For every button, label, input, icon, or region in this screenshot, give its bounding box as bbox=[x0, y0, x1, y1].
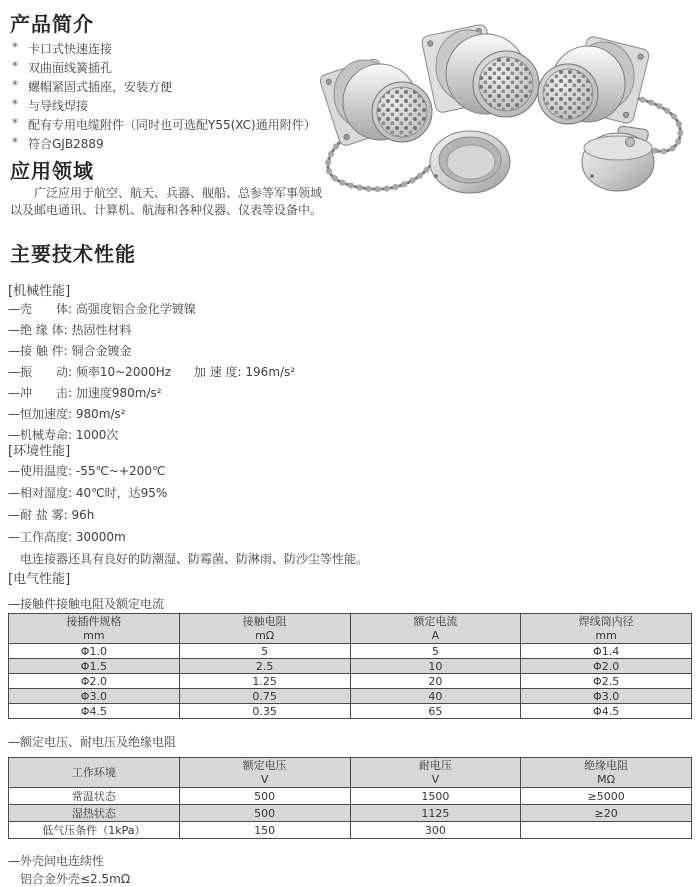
spec-item: —使用温度: -55℃~+200℃ bbox=[8, 464, 166, 478]
column-header bbox=[179, 758, 350, 788]
connector-product-photo bbox=[318, 12, 690, 210]
asterisk-bullet-icon: * bbox=[12, 40, 18, 54]
page-title-tech: 主要技术性能 bbox=[10, 242, 136, 266]
asterisk-bullet-icon: * bbox=[12, 135, 18, 149]
list-item bbox=[12, 116, 332, 135]
table-cell: Φ4.5 bbox=[9, 704, 180, 719]
table-cell: 低气压条件（1kPa） bbox=[9, 822, 180, 839]
table-cell: Φ3.0 bbox=[9, 689, 180, 704]
spec-item: —工作高度: 30000m bbox=[8, 530, 126, 544]
table-cell: 500 bbox=[179, 805, 350, 822]
subsection-contact-resistance: —接触件接触电阻及额定电流 bbox=[8, 597, 165, 611]
header-unit: mm bbox=[83, 628, 105, 642]
bullet-text: 螺帽紧固式插座，安装方便 bbox=[28, 80, 173, 94]
table-cell: 20 bbox=[350, 674, 521, 689]
header-label: 额定电流 bbox=[413, 614, 458, 628]
paragraph-line: 广泛应用于航空、航天、兵器、舰船、总参等军事领域 bbox=[34, 186, 323, 200]
table-cell: 1.25 bbox=[179, 674, 350, 689]
list-item bbox=[12, 135, 332, 154]
shell-continuity-value: 铝合金外壳≤2.5mΩ bbox=[20, 872, 130, 886]
spec-item: —机械寿命: 1000次 bbox=[8, 428, 119, 442]
table-cell: 300 bbox=[350, 822, 521, 839]
spec-item: —耐 盐 雾: 96h bbox=[8, 508, 95, 522]
section-heading-environmental: [环境性能] bbox=[8, 444, 71, 459]
section-heading-mechanical: [机械性能] bbox=[8, 284, 71, 299]
asterisk-bullet-icon: * bbox=[12, 59, 18, 73]
header-label: 接触电阻 bbox=[242, 614, 287, 628]
bullet-text: 配有专用电缆附件（同时也可选配Y55(XC)通用附件） bbox=[28, 118, 316, 132]
table-row bbox=[9, 822, 692, 839]
table-cell: 5 bbox=[350, 644, 521, 659]
spec-item: —相对湿度: 40℃时，达95% bbox=[8, 486, 168, 500]
table-cell: Φ1.4 bbox=[521, 644, 692, 659]
list-item bbox=[12, 59, 332, 78]
connector-middle bbox=[421, 24, 539, 117]
table-row bbox=[9, 659, 692, 674]
column-header bbox=[9, 614, 180, 644]
asterisk-bullet-icon: * bbox=[12, 116, 18, 130]
contact-resistance-table bbox=[8, 613, 692, 719]
table-cell bbox=[521, 822, 692, 839]
mechanical-spec-list bbox=[8, 300, 295, 447]
column-header bbox=[9, 758, 180, 788]
header-unit: mm bbox=[595, 628, 617, 642]
table-cell: 500 bbox=[179, 788, 350, 805]
header-label: 工作环境 bbox=[71, 765, 116, 779]
header-unit: MΩ bbox=[597, 772, 616, 786]
table-cell: 65 bbox=[350, 704, 521, 719]
application-paragraph bbox=[10, 185, 355, 219]
shell-continuity-title: —外壳间电连续性 bbox=[8, 854, 105, 868]
header-label: 耐电压 bbox=[418, 758, 452, 772]
table-cell: 1125 bbox=[350, 805, 521, 822]
bullet-text: 符合GJB2889 bbox=[28, 137, 104, 151]
header-label: 焊线筒内径 bbox=[578, 614, 634, 628]
column-header bbox=[521, 758, 692, 788]
table-cell: 40 bbox=[350, 689, 521, 704]
table-cell: ≥20 bbox=[521, 805, 692, 822]
table-cell: 5 bbox=[179, 644, 350, 659]
header-unit: mΩ bbox=[255, 628, 275, 642]
column-header bbox=[350, 614, 521, 644]
spec-item: —绝 缘 体: 热固性材料 bbox=[8, 323, 132, 337]
header-unit: V bbox=[260, 772, 269, 786]
table-cell: 10 bbox=[350, 659, 521, 674]
section-heading-electrical: [电气性能] bbox=[8, 572, 71, 587]
column-header bbox=[521, 614, 692, 644]
bullet-text: 双曲面线簧插孔 bbox=[28, 61, 113, 75]
spec-item: —振 动: 频率10~2000Hz 加 速 度: 196m/s² bbox=[8, 365, 296, 379]
table-cell: Φ3.0 bbox=[521, 689, 692, 704]
environmental-note: 电连接器还具有良好的防潮湿、防霉菌、防淋雨、防沙尘等性能。 bbox=[20, 552, 369, 566]
header-label: 接插件规格 bbox=[66, 614, 122, 628]
table-cell: 0.35 bbox=[179, 704, 350, 719]
intro-bullet-list bbox=[12, 40, 332, 154]
connector-left bbox=[319, 58, 432, 148]
asterisk-bullet-icon: * bbox=[12, 78, 18, 92]
page-title-application: 应用领域 bbox=[10, 159, 94, 183]
list-item bbox=[12, 40, 332, 59]
environmental-spec-list bbox=[8, 462, 368, 572]
table-cell: Φ1.0 bbox=[9, 644, 180, 659]
table-cell: 湿热状态 bbox=[9, 805, 180, 822]
table-cell: Φ2.5 bbox=[521, 674, 692, 689]
cap-open bbox=[430, 131, 510, 193]
voltage-table bbox=[8, 757, 692, 839]
table-cell: ≥5000 bbox=[521, 788, 692, 805]
header-unit: A bbox=[431, 628, 440, 642]
table-row bbox=[9, 674, 692, 689]
table-cell: Φ2.0 bbox=[9, 674, 180, 689]
bullet-text: 卡口式快速连接 bbox=[28, 42, 113, 56]
list-item bbox=[12, 97, 332, 116]
subsection-voltage: —额定电压、耐电压及绝缘电阻 bbox=[8, 735, 177, 749]
spec-item: —壳 体: 高强度铝合金化学镀镍 bbox=[8, 302, 196, 316]
table-cell: 常温状态 bbox=[9, 788, 180, 805]
table-row bbox=[9, 644, 692, 659]
paragraph-line: 以及邮电通讯、计算机、航海和各种仪器、仪表等设备中。 bbox=[10, 203, 323, 217]
spec-item: —接 触 件: 铜合金镀金 bbox=[8, 344, 132, 358]
table-row bbox=[9, 805, 692, 822]
asterisk-bullet-icon: * bbox=[12, 97, 18, 111]
page-title-intro: 产品简介 bbox=[10, 12, 94, 36]
header-label: 额定电压 bbox=[242, 758, 287, 772]
table-cell: Φ1.5 bbox=[9, 659, 180, 674]
table-header-row bbox=[9, 614, 692, 644]
column-header bbox=[179, 614, 350, 644]
table-header-row bbox=[9, 758, 692, 788]
table-cell: Φ2.0 bbox=[521, 659, 692, 674]
cap-closed bbox=[582, 126, 654, 191]
header-unit: V bbox=[431, 772, 440, 786]
table-cell: 150 bbox=[179, 822, 350, 839]
table-cell: 1500 bbox=[350, 788, 521, 805]
spec-item: —冲 击: 加速度980m/s² bbox=[8, 386, 162, 400]
table-cell: Φ4.5 bbox=[521, 704, 692, 719]
column-header bbox=[350, 758, 521, 788]
table-row bbox=[9, 788, 692, 805]
list-item bbox=[12, 78, 332, 97]
table-cell: 0.75 bbox=[179, 689, 350, 704]
table-row bbox=[9, 704, 692, 719]
table-row bbox=[9, 689, 692, 704]
table-cell: 2.5 bbox=[179, 659, 350, 674]
bullet-text: 与导线焊接 bbox=[28, 99, 89, 113]
spec-item: —恒加速度: 980m/s² bbox=[8, 407, 126, 421]
header-label: 绝缘电阻 bbox=[584, 758, 629, 772]
connector-right bbox=[538, 35, 650, 124]
